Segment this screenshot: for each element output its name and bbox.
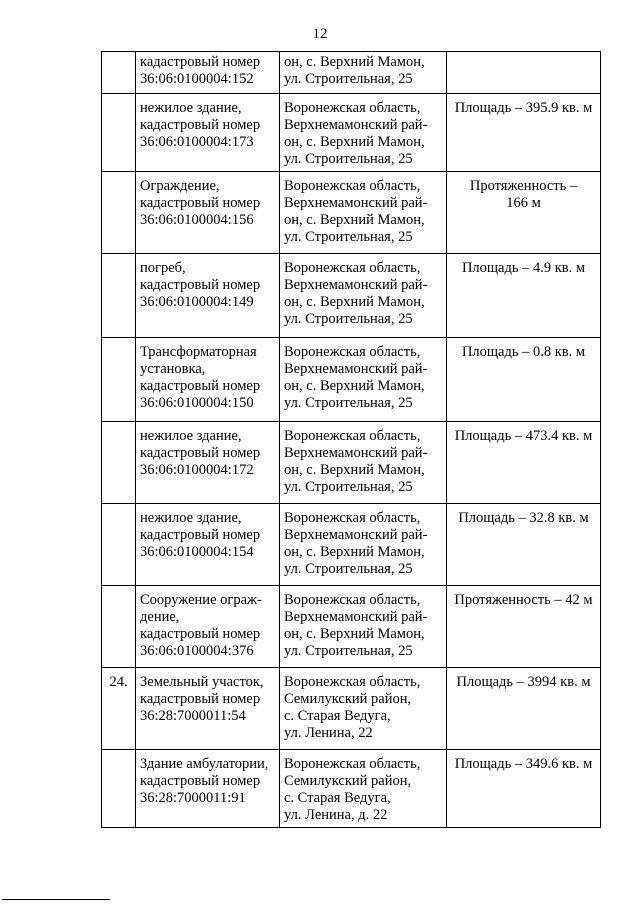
cell-line: ул. Строительная, 25 [284, 643, 413, 659]
cell-line: кадастровый номер [140, 445, 261, 461]
cell-line: он, с. Верхний Мамон, [284, 212, 425, 228]
row-number-cell [102, 504, 136, 586]
cell-line: Площадь – 0.8 кв. м [461, 344, 586, 360]
table-row [102, 586, 601, 668]
cell-line: кадастровый номер [140, 691, 261, 707]
table-row [102, 94, 601, 172]
cell-line: Ограждение, [140, 178, 220, 194]
cell-line: 36:06:0100004:150 [140, 395, 254, 411]
cell-line: Площадь – 32.8 кв. м [458, 510, 589, 526]
cell-line: Воронежская область, [284, 344, 421, 360]
row-number-cell [102, 94, 136, 172]
address-cell [280, 586, 447, 668]
cell-line: Трансформаторная [140, 344, 257, 360]
characteristic-cell [447, 94, 601, 172]
cell-line: Сооружение ограж- [140, 592, 262, 608]
cell-line: кадастровый номер [140, 773, 261, 789]
cell-line: Верхнемамонский рай- [284, 195, 428, 211]
cell-line: ул. Строительная, 25 [284, 395, 413, 411]
characteristic-cell [447, 52, 601, 94]
cell-line: нежилое здание, [140, 100, 242, 116]
cell-line: Воронежская область, [284, 592, 421, 608]
cell-line: 36:28:7000011:54 [140, 708, 246, 724]
address-cell [280, 504, 447, 586]
cell-line: Семилукский район, [284, 691, 412, 707]
table-row [102, 504, 601, 586]
object-cell [136, 94, 280, 172]
cell-line: он, с. Верхний Мамон, [284, 462, 425, 478]
row-number-cell [102, 52, 136, 94]
row-number-cell: 24. [102, 668, 136, 750]
cell-line: Воронежская область, [284, 428, 421, 444]
table-row [102, 52, 601, 94]
cell-line: он, с. Верхний Мамон, [284, 134, 425, 150]
address-cell [280, 254, 447, 338]
cell-line: кадастровый номер [140, 378, 261, 394]
cell-line: с. Старая Ведуга, [284, 708, 391, 724]
cell-line: ул. Строительная, 25 [284, 229, 413, 245]
cell-line: Площадь – 473.4 кв. м [454, 428, 593, 444]
row-number-cell [102, 586, 136, 668]
cell-line: 36:28:7000011:91 [140, 790, 246, 806]
table-row [102, 254, 601, 338]
cell-line: 36:06:0100004:149 [140, 294, 254, 310]
cell-line: кадастровый номер [140, 527, 261, 543]
characteristic-cell [447, 338, 601, 422]
row-number-cell [102, 338, 136, 422]
row-number-cell [102, 172, 136, 254]
cell-line: Верхнемамонский рай- [284, 277, 428, 293]
object-cell [136, 586, 280, 668]
property-table [101, 51, 601, 828]
cell-line: погреб, [140, 260, 186, 276]
characteristic-cell [447, 254, 601, 338]
cell-line: ул. Строительная, 25 [284, 71, 413, 87]
cell-line: Воронежская область, [284, 178, 421, 194]
object-cell [136, 172, 280, 254]
cell-line: Воронежская область, [284, 100, 421, 116]
cell-line: Верхнемамонский рай- [284, 361, 428, 377]
cell-line: Площадь – 349.6 кв. м [454, 756, 593, 772]
table-row [102, 750, 601, 828]
cell-line: ул. Ленина, 22 [284, 725, 373, 741]
address-cell [280, 52, 447, 94]
cell-line: ул. Строительная, 25 [284, 561, 413, 577]
cell-line: он, с. Верхний Мамон, [284, 294, 425, 310]
cell-line: установка, [140, 361, 206, 377]
characteristic-cell [447, 750, 601, 828]
row-number-cell [102, 750, 136, 828]
object-cell [136, 422, 280, 504]
cell-line: он, с. Верхний Мамон, [284, 626, 425, 642]
cell-line: нежилое здание, [140, 428, 242, 444]
cell-line: он, с. Верхний Мамон, [284, 54, 425, 70]
cell-line: Верхнемамонский рай- [284, 445, 428, 461]
address-cell [280, 668, 447, 750]
object-cell [136, 504, 280, 586]
cell-line: дение, [140, 609, 180, 625]
cell-line: 166 м [506, 195, 541, 211]
cell-line: Здание амбулатории, [140, 756, 269, 772]
cell-line: 36:06:0100004:152 [140, 71, 254, 87]
cell-line: Верхнемамонский рай- [284, 609, 428, 625]
cell-line: ул. Ленина, д. 22 [284, 807, 388, 823]
address-cell [280, 750, 447, 828]
cell-line: кадастровый номер [140, 54, 261, 70]
object-cell [136, 668, 280, 750]
table-row [102, 172, 601, 254]
object-cell [136, 338, 280, 422]
object-cell [136, 52, 280, 94]
characteristic-cell [447, 172, 601, 254]
object-cell [136, 254, 280, 338]
table-row [102, 422, 601, 504]
characteristic-cell [447, 422, 601, 504]
cell-line: Верхнемамонский рай- [284, 527, 428, 543]
cell-line: Площадь – 4.9 кв. м [461, 260, 586, 276]
cell-line: Воронежская область, [284, 674, 421, 690]
cell-line: Площадь – 3994 кв. м [456, 674, 591, 690]
cell-line: нежилое здание, [140, 510, 242, 526]
cell-line: кадастровый номер [140, 277, 261, 293]
cell-line: кадастровый номер [140, 195, 261, 211]
cell-line: 36:06:0100004:156 [140, 212, 254, 228]
characteristic-cell [447, 504, 601, 586]
characteristic-cell [447, 586, 601, 668]
cell-line: Воронежская область, [284, 260, 421, 276]
cell-line: кадастровый номер [140, 117, 261, 133]
address-cell [280, 94, 447, 172]
cell-line: 36:06:0100004:376 [140, 643, 254, 659]
cell-line: Воронежская область, [284, 510, 421, 526]
cell-line: Площадь – 395.9 кв. м [454, 100, 593, 116]
cell-line: 36:06:0100004:154 [140, 544, 254, 560]
cell-line: Семилукский район, [284, 773, 412, 789]
property-table-body [102, 52, 601, 828]
cell-line: Протяженность – 42 м [454, 592, 593, 608]
cell-line: ул. Строительная, 25 [284, 311, 413, 327]
object-cell [136, 750, 280, 828]
table-row [102, 338, 601, 422]
address-cell [280, 172, 447, 254]
cell-line: с. Старая Ведуга, [284, 790, 391, 806]
address-cell [280, 338, 447, 422]
cell-line: кадастровый номер [140, 626, 261, 642]
address-cell [280, 422, 447, 504]
table-row [102, 668, 601, 750]
cell-line: Протяженность – [469, 178, 578, 194]
cell-line: ул. Строительная, 25 [284, 151, 413, 167]
characteristic-cell [447, 668, 601, 750]
cell-line: ул. Строительная, 25 [284, 479, 413, 495]
cell-line: 36:06:0100004:173 [140, 134, 254, 150]
row-number-cell [102, 254, 136, 338]
cell-line: он, с. Верхний Мамон, [284, 378, 425, 394]
cell-line: он, с. Верхний Мамон, [284, 544, 425, 560]
cell-line: Воронежская область, [284, 756, 421, 772]
row-number-cell [102, 422, 136, 504]
cell-line: Земельный участок, [140, 674, 264, 690]
page-number: 12 [312, 26, 328, 42]
cell-line: Верхнемамонский рай- [284, 117, 428, 133]
footnote-rule [2, 899, 110, 900]
cell-line: 36:06:0100004:172 [140, 462, 254, 478]
